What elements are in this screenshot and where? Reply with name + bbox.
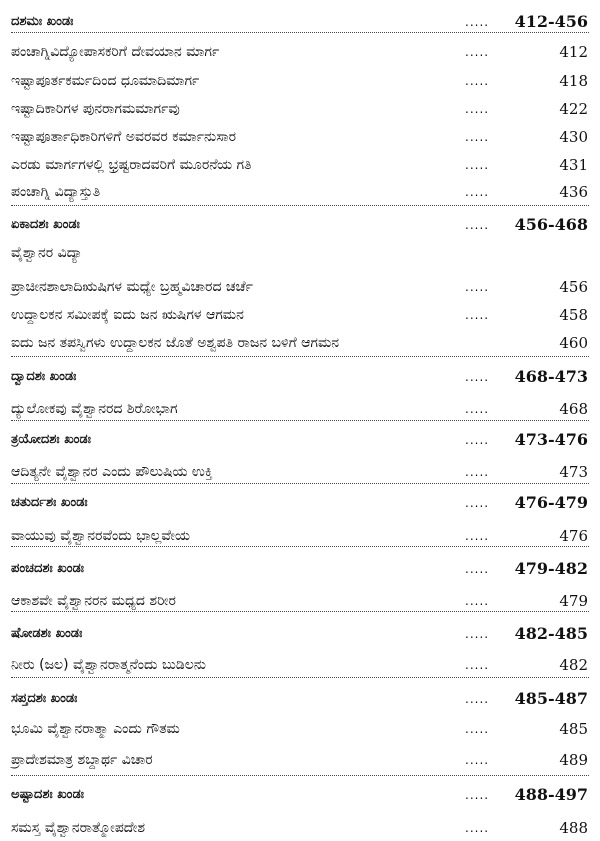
leader-dots: ..... (465, 185, 490, 199)
page-number: 456 (559, 278, 588, 296)
entry-title: ಭೂಮಿ ವೈಶ್ವಾನರಾತ್ಮಾ ಎಂದು ಗೌತಮ (11, 721, 180, 737)
section-title: ಪಂಚದಶಃ ಖಂಡಃ (11, 561, 84, 576)
section-divider (11, 775, 589, 776)
entry-title: ಇಷ್ಟಾಪೂರ್ತಾಧಿಕಾರಿಗಳಿಗೆ ಅವರವರ ಕರ್ಮಾನುಸಾರ (11, 129, 237, 145)
section-divider (11, 356, 589, 357)
page-number: 422 (559, 100, 588, 118)
leader-dots: ..... (465, 15, 490, 29)
page-number: 412 (559, 43, 588, 61)
entry-title: ದ್ಯುಲೋಕವು ವೈಶ್ವಾನರದ ಶಿರೋಭಾಗ (11, 401, 178, 417)
section-page-range: 468-473 (514, 367, 588, 386)
leader-dots: ..... (465, 45, 490, 59)
section-divider (11, 611, 589, 612)
entry-title: ಸಮಸ್ತ ವೈಶ್ವಾನರಾತ್ಮೋಪದೇಶ (11, 820, 146, 836)
entry-title: ಆದಿತ್ಯನೇ ವೈಶ್ವಾನರ ಎಂದು ಪೌಲುಷಿಯ ಉಕ್ತಿ (11, 464, 213, 480)
leader-dots: ..... (465, 753, 490, 767)
entry-title: ಐದು ಜನ ತಪಸ್ವಿಗಳು ಉದ್ದಾಲಕನ ಜೊತೆ ಅಶ್ವಪತಿ ರಾಜನ ಬಳಿಗೆ ಆಗಮನ (11, 335, 340, 351)
leader-dots: ..... (465, 465, 490, 479)
section-page-range: 482-485 (514, 624, 588, 643)
leader-dots: ..... (465, 158, 490, 172)
page-number: 473 (559, 463, 588, 481)
page-number: 479 (559, 592, 588, 610)
section-page-range: 473-476 (514, 430, 588, 449)
section-title: ತ್ರಯೋದಶಃ ಖಂಡಃ (11, 432, 91, 447)
leader-dots: ..... (465, 370, 490, 384)
entry-title: ವೈಶ್ವಾನರ ವಿದ್ಯಾ (11, 245, 83, 261)
page-number: 436 (559, 183, 588, 201)
entry-title: ಇಷ್ಟಾದಿಕಾರಿಗಳ ಪುನರಾಗಮಮಾರ್ಗವು (11, 101, 180, 117)
section-divider (11, 32, 589, 33)
leader-dots: ..... (465, 692, 490, 706)
page-number: 460 (559, 334, 588, 352)
page-number: 431 (559, 156, 588, 174)
section-divider (11, 677, 589, 678)
page-number: 488 (559, 819, 588, 837)
leader-dots: ..... (465, 433, 490, 447)
page-number: 476 (559, 527, 588, 545)
leader-dots: ..... (465, 529, 490, 543)
entry-title: ಉದ್ದಾಲಕನ ಸಮೀಪಕ್ಕೆ ಐದು ಜನ ಋಷಿಗಳ ಆಗಮನ (11, 307, 244, 323)
section-title: ದ್ವಾದಶಃ ಖಂಡಃ (11, 369, 77, 384)
entry-title: ಪ್ರಾದೇಶಮಾತ್ರ ಶಬ್ದಾರ್ಥ ವಿಚಾರ (11, 752, 153, 768)
section-divider (11, 546, 589, 547)
entry-title: ಆಕಾಶವೇ ವೈಶ್ವಾನರನ ಮಧ್ಯದ ಶರೀರ (11, 593, 176, 609)
entry-title: ನೀರು (ಜಲ) ವೈಶ್ವಾನರಾತ್ಮನೆಂದು ಬುಡಿಲನು (11, 657, 207, 673)
section-divider (11, 483, 589, 484)
page-number: 430 (559, 128, 588, 146)
leader-dots: ..... (465, 594, 490, 608)
leader-dots: ..... (465, 496, 490, 510)
entry-title: ಪ್ರಾಚೀನಶಾಲಾದಿಋಷಿಗಳ ಮಧ್ಯೇ ಬ್ರಹ್ಮವಿಚಾರದ ಚರ್ಚೆ (11, 279, 253, 295)
section-title: ದಶಮಃ ಖಂಡಃ (11, 14, 74, 29)
leader-dots: ..... (465, 562, 490, 576)
leader-dots: ..... (465, 308, 490, 322)
leader-dots: ..... (465, 218, 490, 232)
leader-dots: ..... (465, 788, 490, 802)
section-page-range: 485-487 (514, 689, 588, 708)
entry-title: ಪಂಚಾಗ್ನಿವಿದ್ಯೋಪಾಸಕರಿಗೆ ದೇವಯಾನ ಮಾರ್ಗ (11, 44, 220, 60)
page-number: 482 (559, 656, 588, 674)
entry-title: ಎರಡು ಮಾರ್ಗಗಳಲ್ಲಿ ಭ್ರಷ್ಟರಾದವರಿಗೆ ಮೂರನೆಯ ಗತಿ (11, 157, 252, 173)
section-title: ಏಕಾದಶಃ ಖಂಡಃ (11, 217, 80, 232)
page-number: 468 (559, 400, 588, 418)
section-page-range: 456-468 (514, 215, 588, 234)
leader-dots: ..... (465, 658, 490, 672)
section-page-range: 412-456 (514, 12, 588, 31)
section-page-range: 476-479 (514, 493, 588, 512)
leader-dots: ..... (465, 821, 490, 835)
leader-dots: ..... (465, 627, 490, 641)
leader-dots: ..... (465, 280, 490, 294)
section-divider (11, 205, 589, 206)
section-title: ಷೋಡಶಃ ಖಂಡಃ (11, 626, 83, 641)
leader-dots: ..... (465, 102, 490, 116)
leader-dots: ..... (465, 722, 490, 736)
page-number: 485 (559, 720, 588, 738)
entry-title: ಪಂಚಾಗ್ನಿ ವಿದ್ಯಾಸ್ತುತಿ (11, 184, 101, 200)
section-title: ಸಪ್ತದಶಃ ಖಂಡಃ (11, 691, 78, 706)
entry-title: ವಾಯುವು ವೈಶ್ವಾನರವೆಂದು ಭಾಲ್ಲವೇಯ (11, 528, 190, 544)
leader-dots: ..... (465, 402, 490, 416)
entry-title: ಇಷ್ಟಾಪೂರ್ತಕರ್ಮದಿಂದ ಧೂಮಾದಿಮಾರ್ಗ (11, 73, 200, 89)
page-number: 418 (559, 72, 588, 90)
page-number: 458 (559, 306, 588, 324)
section-title: ಅಷ್ಟಾದಶಃ ಖಂಡಃ (11, 787, 84, 802)
page-number: 489 (559, 751, 588, 769)
leader-dots: ..... (465, 130, 490, 144)
section-page-range: 488-497 (514, 785, 588, 804)
leader-dots: ..... (465, 74, 490, 88)
section-divider (11, 420, 589, 421)
section-page-range: 479-482 (514, 559, 588, 578)
section-title: ಚತುರ್ದಶಃ ಖಂಡಃ (11, 495, 88, 510)
